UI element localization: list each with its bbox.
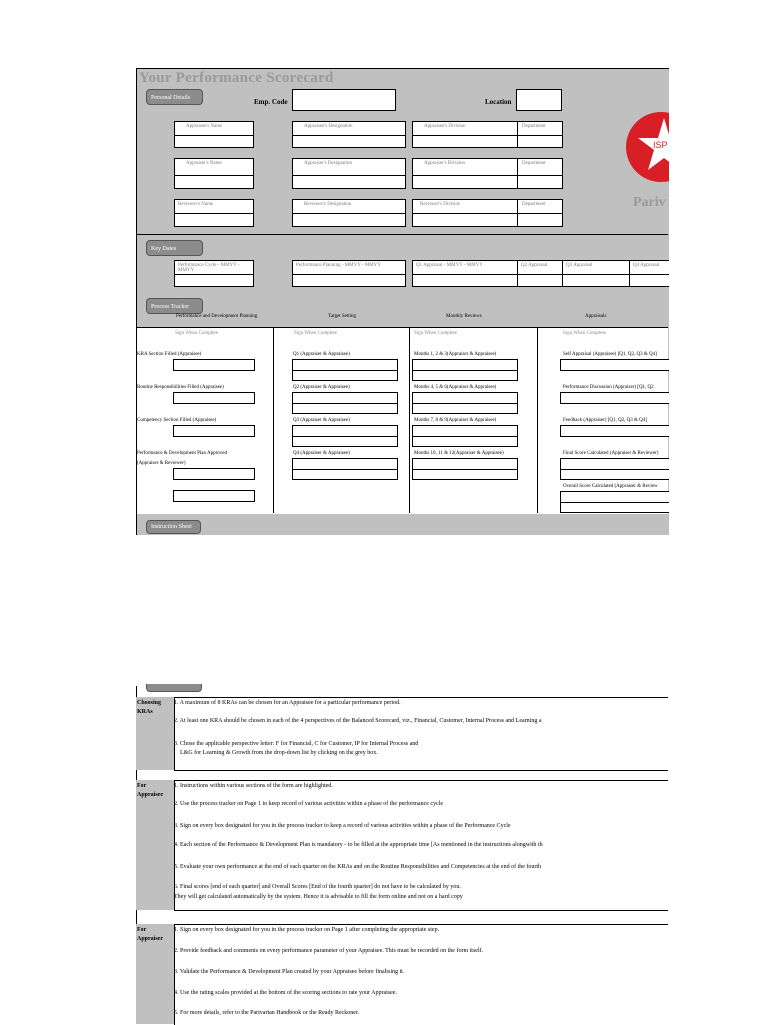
appraiser-name-field[interactable]: Appraiser's Name: [174, 158, 254, 189]
months-7-9-label: Months 7, 8 & 9(Appraiser & Appraisee): [414, 418, 497, 423]
appraiser-instruction-5: 5. For more details, refer to the Parivartan Handbook or the Ready Reckoner.: [174, 1010, 360, 1016]
self-appraisal-sign[interactable]: [560, 359, 669, 371]
q3-label: Q3 (Appraiser & Appraisee): [293, 418, 350, 423]
page-title: Your Performance Scorecard: [139, 70, 334, 86]
logo-text: ISP: [653, 140, 668, 150]
appraiser-instruction-1: 1. Sign on every box designated for you in the process tracker on Page 1 after completing the appropriate step.: [174, 927, 440, 933]
sign-hint-3: Sign When Complete: [414, 331, 457, 336]
appraisee-name-field[interactable]: Appraisee's Name: [174, 121, 254, 148]
q4-sign[interactable]: [292, 458, 398, 480]
for-appraiser-group: [136, 924, 668, 1024]
feedback-sign[interactable]: [560, 425, 669, 437]
sign-hint-4: Sign When Complete: [563, 331, 606, 336]
for-appraisee-group: [136, 780, 668, 910]
logo-caption: Pariv: [633, 195, 666, 210]
instruction-sheet-tab[interactable]: Instruction Sheet: [146, 520, 201, 534]
location-input[interactable]: [516, 89, 562, 111]
perf-discussion-label: Performance Discussion (Appraiser) [Q1, Q2: [563, 385, 654, 390]
q1-sign[interactable]: [292, 359, 398, 381]
choosing-kras-header: Choosing KRAs: [137, 700, 162, 715]
perf-discussion-sign[interactable]: [560, 392, 669, 404]
date-q3-appraisal[interactable]: Q3 Appraisal: [562, 260, 630, 287]
months-4-6-label: Months 4, 5 & 6(Appraiser & Appraisee): [414, 385, 497, 390]
process-tracker-tab[interactable]: Process Tracker: [146, 298, 203, 314]
tracker-col-appraisals: Appraisals: [585, 314, 607, 319]
page-edge-mask: [669, 0, 768, 1024]
reviewer-name-field[interactable]: Reviewer's Name: [174, 199, 254, 227]
date-q2-appraisal[interactable]: Q2 Appraisal: [517, 260, 563, 287]
q1-label: Q1 (Appraiser & Appraisee): [293, 352, 350, 357]
kra-instruction-1: 1. A maximum of 8 KRAs can be chosen for an Appraisee for a particular performance period.: [174, 700, 401, 706]
pd-plan-label: Performance & Development Plan Approved: [137, 451, 227, 456]
personal-details-tab[interactable]: Personal Details: [146, 89, 203, 105]
reviewer-division-field[interactable]: Reviewer's Division: [412, 199, 518, 227]
tracker-col-target: Target Setting: [328, 314, 357, 319]
appraiser-instruction-2: 2. Provide feedback and comments on every performance parameter of your Appraisee. This must be recorded on the form itself.: [174, 948, 484, 954]
q2-sign[interactable]: [292, 392, 398, 414]
kra-instruction-4: L&G for Learning & Growth from the drop-down list by clicking on the grey box.: [174, 750, 378, 756]
date-q1-appraisal[interactable]: Q1 Appraisal - MMYY - MMYY: [412, 260, 518, 287]
appraiser-instruction-3: 3. Validate the Performance & Development Plan created by your Appraisee before finalising it.: [174, 969, 405, 975]
kra-section-sign[interactable]: [173, 359, 255, 371]
months-10-12-sign[interactable]: [412, 458, 518, 480]
page2-top-tab: [146, 684, 202, 692]
emp-code-input[interactable]: [292, 89, 396, 111]
for-appraisee-header: For Appraisee: [137, 783, 163, 798]
key-dates-tab[interactable]: Key Dates: [146, 240, 203, 256]
final-score-label: Final Score Calculated (Appraiser & Reviewer): [563, 451, 659, 456]
appraisee-instruction-7: They will get calculated automatically by the system. Hence it is advisable to fill the form online and not on a hard copy: [174, 894, 463, 900]
routine-resp-sign[interactable]: [173, 392, 255, 404]
appraiser-designation-field[interactable]: Appraiser's Designation: [292, 158, 406, 189]
for-appraiser-header: For Appraiser: [137, 927, 163, 942]
date-performance-planning[interactable]: Performance Planning - MMYY - MMYY: [292, 260, 406, 287]
appraisee-instruction-5: 5. Evaluate your own performance at the end of each quarter on the KRAs and on the Routine Responsibilities and Competencies at the end of the fourth: [174, 864, 542, 870]
appraisee-department-field[interactable]: Department: [517, 121, 563, 148]
months-4-6-sign[interactable]: [412, 392, 518, 414]
appraisee-instruction-3: 3. Sign on every box designated for you in the process tracker to keep a record of various activities within a phase of the Performance Cycle: [174, 823, 511, 829]
overall-score-sign[interactable]: [560, 491, 669, 513]
months-10-12-label: Months 10, 11 & 12(Appraiser & Appraisee): [414, 451, 504, 456]
self-appraisal-label: Self Appraisal (Appraisee) [Q1, Q2, Q3 & Q4]: [563, 352, 657, 357]
final-score-sign[interactable]: [560, 458, 669, 480]
appraisee-instruction-6: 6. Final scores [end of each quarter] and Overall Scores [End of the fourth quarter] do not have to be calculated by you.: [174, 884, 461, 890]
appraisee-designation-field[interactable]: Appraisee's Designation: [292, 121, 406, 148]
reviewer-designation-field[interactable]: Reviewer's Designation: [292, 199, 406, 227]
competency-sign[interactable]: [173, 425, 255, 437]
q4-label: Q4 (Appraiser & Appraisee): [293, 451, 350, 456]
months-1-3-sign[interactable]: [412, 359, 518, 381]
section-divider: [136, 234, 668, 235]
pd-plan-sign-1[interactable]: [173, 468, 255, 480]
emp-code-label: Emp. Code: [254, 98, 288, 106]
tracker-col-planning: Performance and Development Planning: [176, 314, 258, 319]
pd-plan-label-2: (Appraiser & Reviewer): [137, 461, 186, 466]
competency-label: Competency Section Filled (Appraisee): [137, 418, 217, 423]
appraisee-instruction-4: 4. Each section of the Performance & Development Plan is mandatory - to be filled at the appropriate time [As mentioned in the instructions alongwith th: [174, 842, 543, 848]
q3-sign[interactable]: [292, 425, 398, 447]
sign-hint-1: Sign When Complete: [175, 331, 218, 336]
appraiser-department-field[interactable]: Department: [517, 158, 563, 189]
sign-hint-2: Sign When Complete: [294, 331, 337, 336]
kra-instruction-2: 2. At least one KRA should be chosen in each of the 4 perspectives of the Balanced Scorecard, viz., Financial, Customer, Internal Process and Learning a: [174, 718, 542, 724]
months-7-9-sign[interactable]: [412, 425, 518, 447]
pd-plan-sign-2[interactable]: [173, 490, 255, 502]
reviewer-department-field[interactable]: Department: [517, 199, 563, 227]
appraisee-division-field[interactable]: Appraisee's Division: [412, 121, 518, 148]
months-1-3-label: Months 1, 2 & 3(Appraiser & Appraisee): [414, 352, 497, 357]
appraiser-instruction-4: 4. Use the rating scales provided at the bottom of the scoring sections to rate your Appraisee.: [174, 990, 397, 996]
q2-label: Q2 (Appraiser & Appraisee): [293, 385, 350, 390]
routine-resp-label: Routine Responsibilities Filled (Appraisee): [137, 385, 224, 390]
kra-instruction-3: 3. Chose the applicable perspective letter: F for Financial, C for Customer, IP for Internal Process and: [174, 741, 419, 747]
location-label: Location: [485, 98, 512, 106]
appraisee-instruction-2: 2. Use the process tracker on Page 1 to keep record of various activities within a phase of the performance cycle: [174, 801, 444, 807]
date-q4-appraisal[interactable]: Q4 Appraisal: [629, 260, 669, 287]
feedback-label: Feedback (Appraiser) [Q1, Q2, Q3 & Q4]: [563, 418, 647, 423]
overall-score-label: Overall Score Calculated (Appraiser & Review: [563, 484, 658, 489]
appraisee-instruction-1: 1. Instructions within various sections of the form are highlighted.: [174, 783, 333, 789]
appraiser-division-field[interactable]: Appraiser's Division: [412, 158, 518, 189]
date-performance-cycle[interactable]: Performance Cycle - MMYY - MMYY: [174, 260, 254, 287]
kra-section-label: KRA Section Filled (Appraisee): [137, 352, 202, 357]
tracker-col-monthly: Monthly Reviews: [446, 314, 482, 319]
choosing-kras-group: [136, 697, 668, 770]
